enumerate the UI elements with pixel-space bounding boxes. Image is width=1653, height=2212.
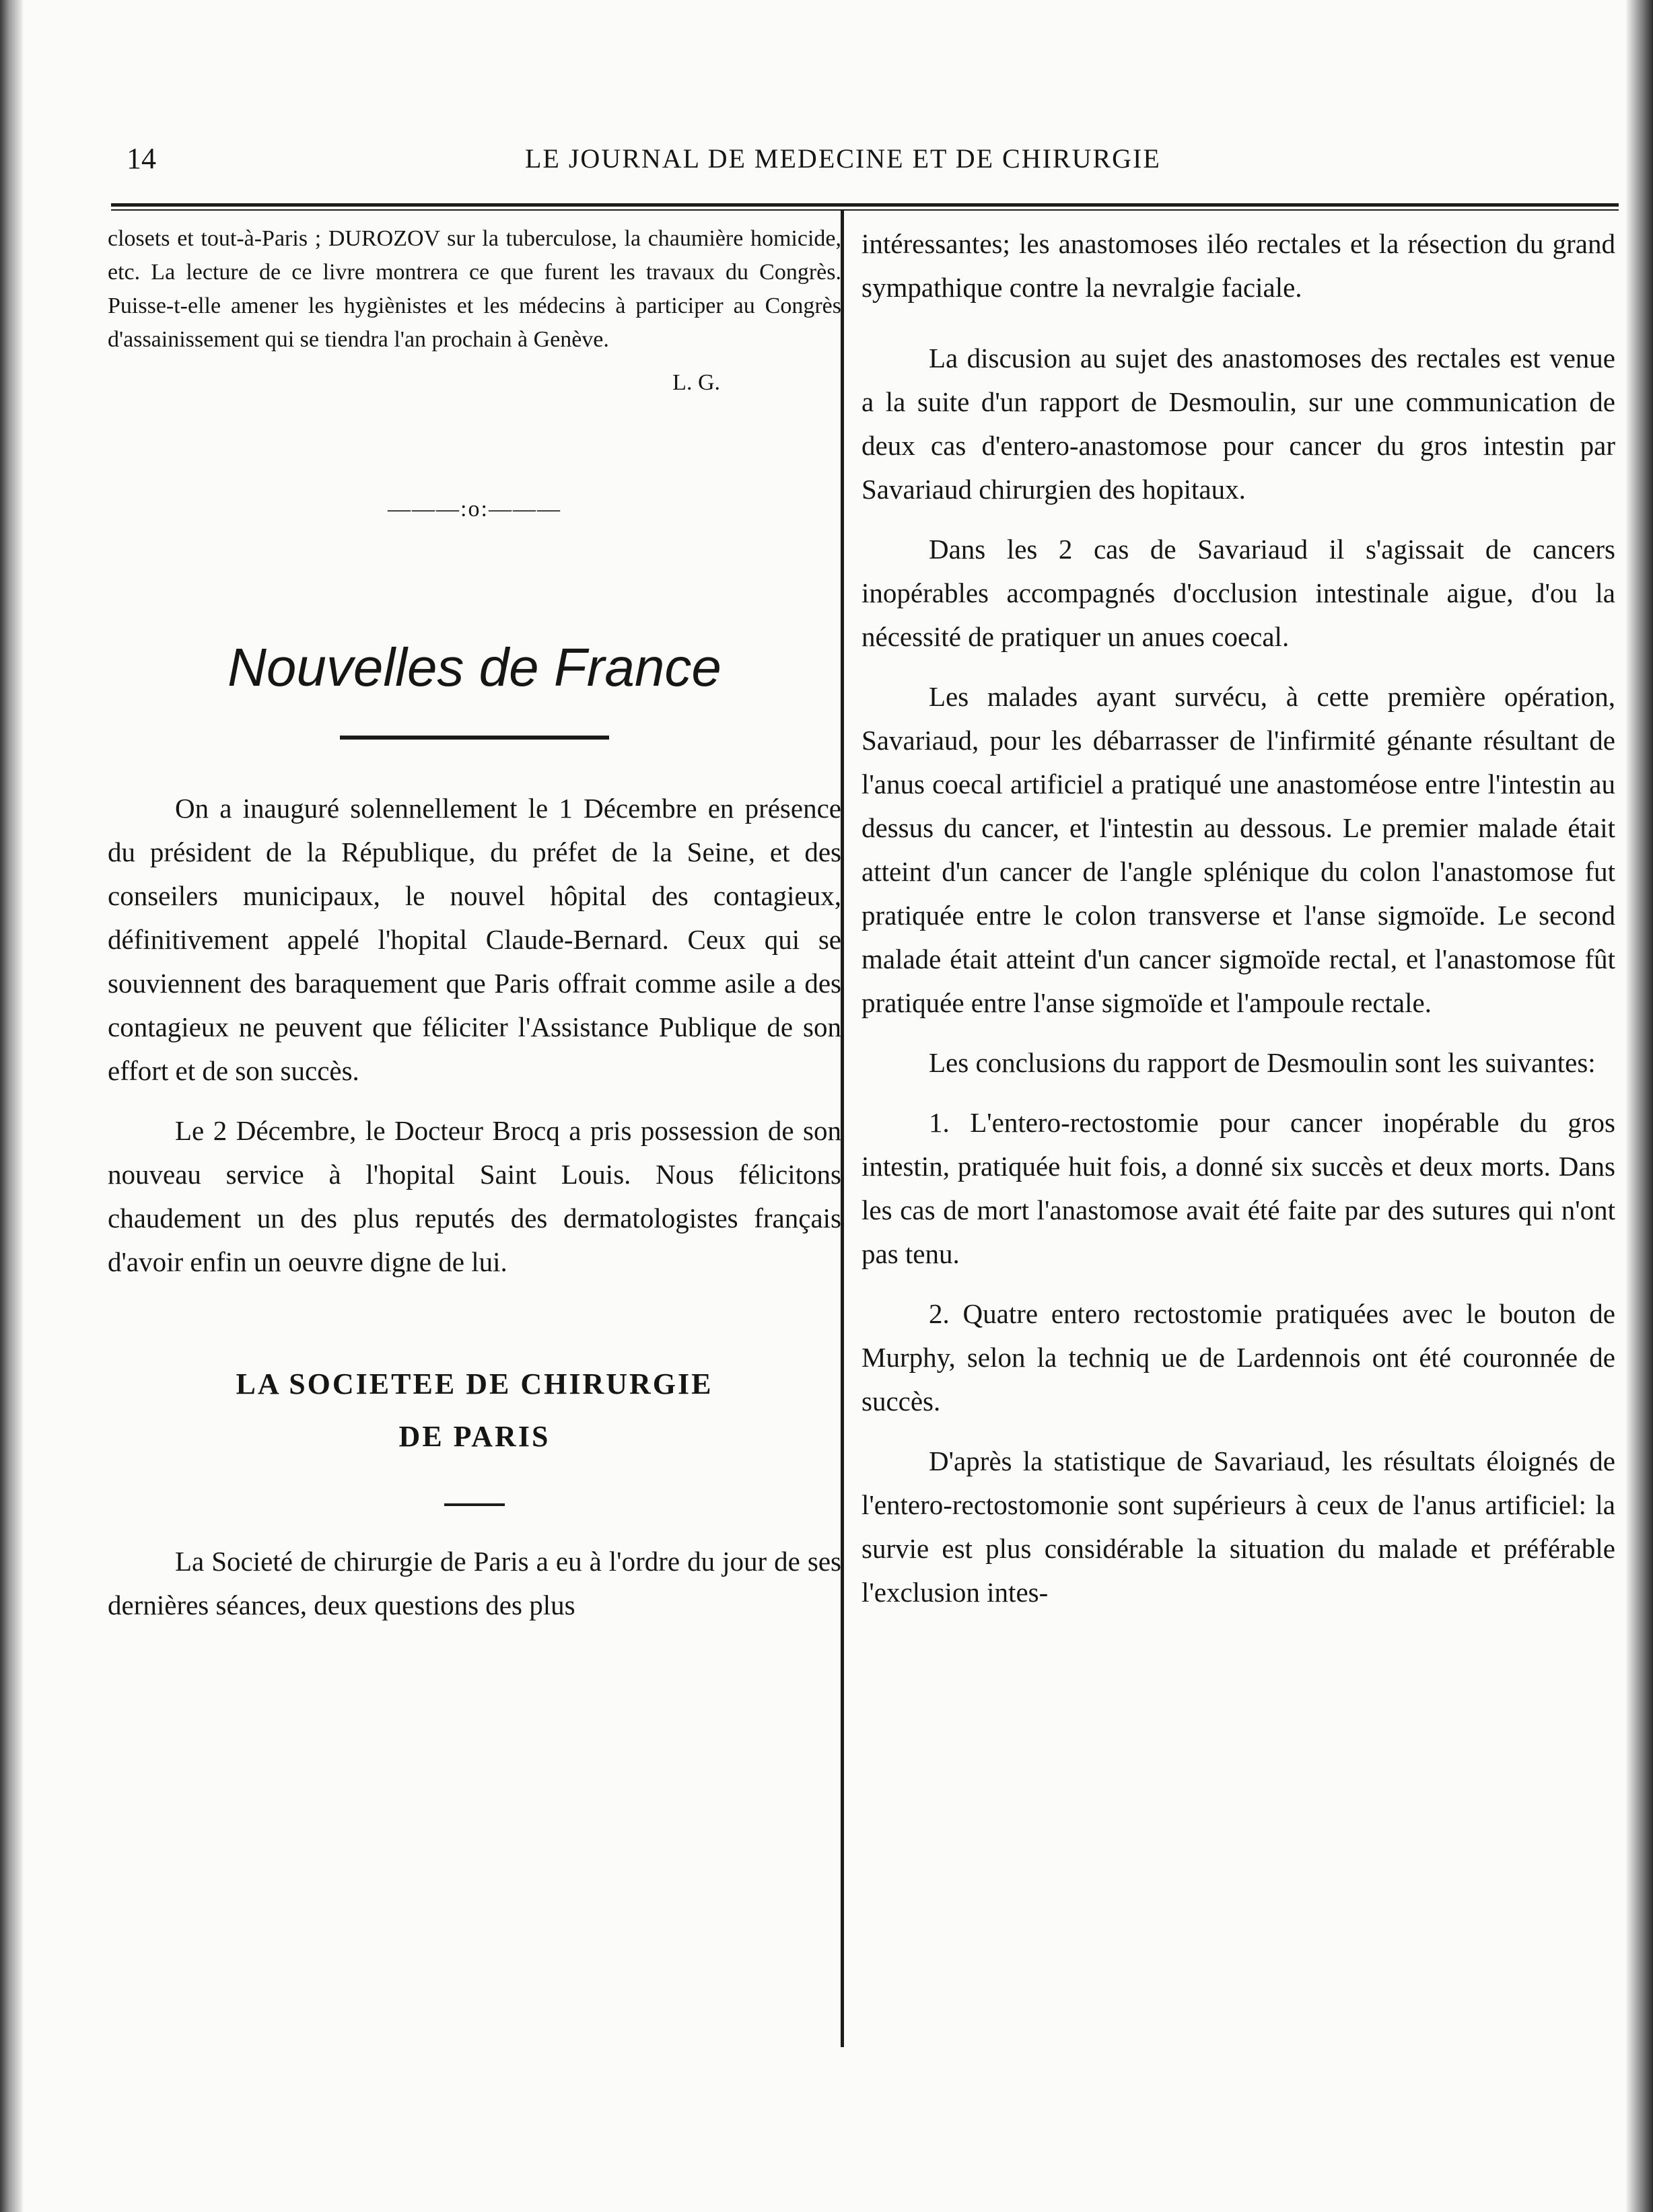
article-paragraph: La discusion au sujet des anastomoses des rectales est venue a la suite d'un rapport de Desmoulin, sur une communication de deux cas d'entero-anastomose pour cancer du gros intestin par Savariaud chirurgien des hopitaux.: [861, 343, 1615, 505]
article-paragraph: Les malades ayant survécu, à cette première opération, Savariaud, pour les débarrasser de l'infirmité génante résultant de l'anus coecal artificiel a pratiqué une anastoméose entre l'intestin au dessus du cancer, et l'intestin au dessous. Le premier malade était atteint d'un cancer de l'angle splénique du colon l'anastomose fut pratiquée entre le colon transverse et l'anse sigmoïde. Le second malade était atteint d'un cancer sigmoïde rectal, et l'anastomose fût pratiquée entre l'anse sigmoïde et l'ampoule rectale.: [861, 681, 1615, 1018]
ornament-divider: ———:o:———: [388, 497, 561, 522]
author-signature: L. G.: [672, 370, 720, 395]
society-title: [108, 1358, 841, 1463]
section-title: Nouvelles de France: [227, 637, 722, 697]
society-paragraph: La Societé de chirurgie de Paris a eu à l'ordre du jour de ses dernières séances, deux questions des plus: [108, 1546, 841, 1620]
society-title-line: LA SOCIETEE DE CHIRURGIE: [236, 1367, 713, 1400]
left-column: [108, 222, 841, 1627]
article-paragraph: Dans les 2 cas de Savariaud il s'agissait de cancers inopérables accompagnés d'occlusion intestinale aigue, d'ou la nécessité de pratiquer un anues coecal.: [861, 534, 1615, 652]
society-title-line: DE PARIS: [398, 1420, 551, 1453]
scan-edge-right: [1626, 0, 1653, 2212]
intro-paragraph: closets et tout-à-Paris ; DUROZOV sur la tuberculose, la chaumière homicide, etc. La lecture de ce livre montrera ce que furent les travaux du Congrès. Puisse-t-elle amener les hygiènistes et les médecins à participer au Congrès d'assainissement qui se tiendra l'an prochain à Genève.: [108, 226, 841, 352]
short-divider: [444, 1503, 505, 1506]
title-underline: [340, 736, 609, 740]
scan-edge-left: [0, 0, 23, 2212]
article-paragraph: Les conclusions du rapport de Desmoulin sont les suivantes:: [929, 1047, 1596, 1078]
right-column: [861, 222, 1615, 1614]
news-paragraph: Le 2 Décembre, le Docteur Brocq a pris possession de son nouveau service à l'hopital Saint Louis. Nous félicitons chaudement un des plus reputés des dermatologistes français d'avoir enfin un oeuvre digne de lui.: [108, 1115, 841, 1277]
page-number: 14: [127, 142, 156, 175]
article-paragraph: intéressantes; les anastomoses iléo rectales et la résection du grand sympathique contre la nevralgie faciale.: [861, 228, 1615, 303]
header-rule: [111, 203, 1619, 211]
conclusion-item: 1. L'entero-rectostomie pour cancer inopérable du gros intestin, pratiquée huit fois, a donné six succès et deux morts. Dans les cas de mort l'anastomose avait été faite par des sutures qui n'ont pas tenu.: [861, 1107, 1615, 1269]
news-paragraph: On a inauguré solennellement le 1 Décembre en présence du président de la République, du préfet de la Seine, et des conseilers municipaux, le nouvel hôpital des contagieux, définitivement appelé l'hopital Claude-Bernard. Ceux qui se souviennent des baraquement que Paris offrait comme asile a des contagieux ne peuvent que féliciter l'Assistance Publique de son effort et de son succès.: [108, 793, 841, 1086]
article-paragraph: D'après la statistique de Savariaud, les résultats éloignés de l'entero-rectostomonie sont supérieurs à ceux de l'anus artificiel: la survie est plus considérable la situation du malade et préférable l'exclusion intes-: [861, 1446, 1615, 1608]
running-title: LE JOURNAL DE MEDECINE ET DE CHIRURGIE: [525, 143, 1161, 174]
conclusion-item: 2. Quatre entero rectostomie pratiquées avec le bouton de Murphy, selon la techniq ue de Lardennois ont été couronnée de succès.: [861, 1298, 1615, 1417]
